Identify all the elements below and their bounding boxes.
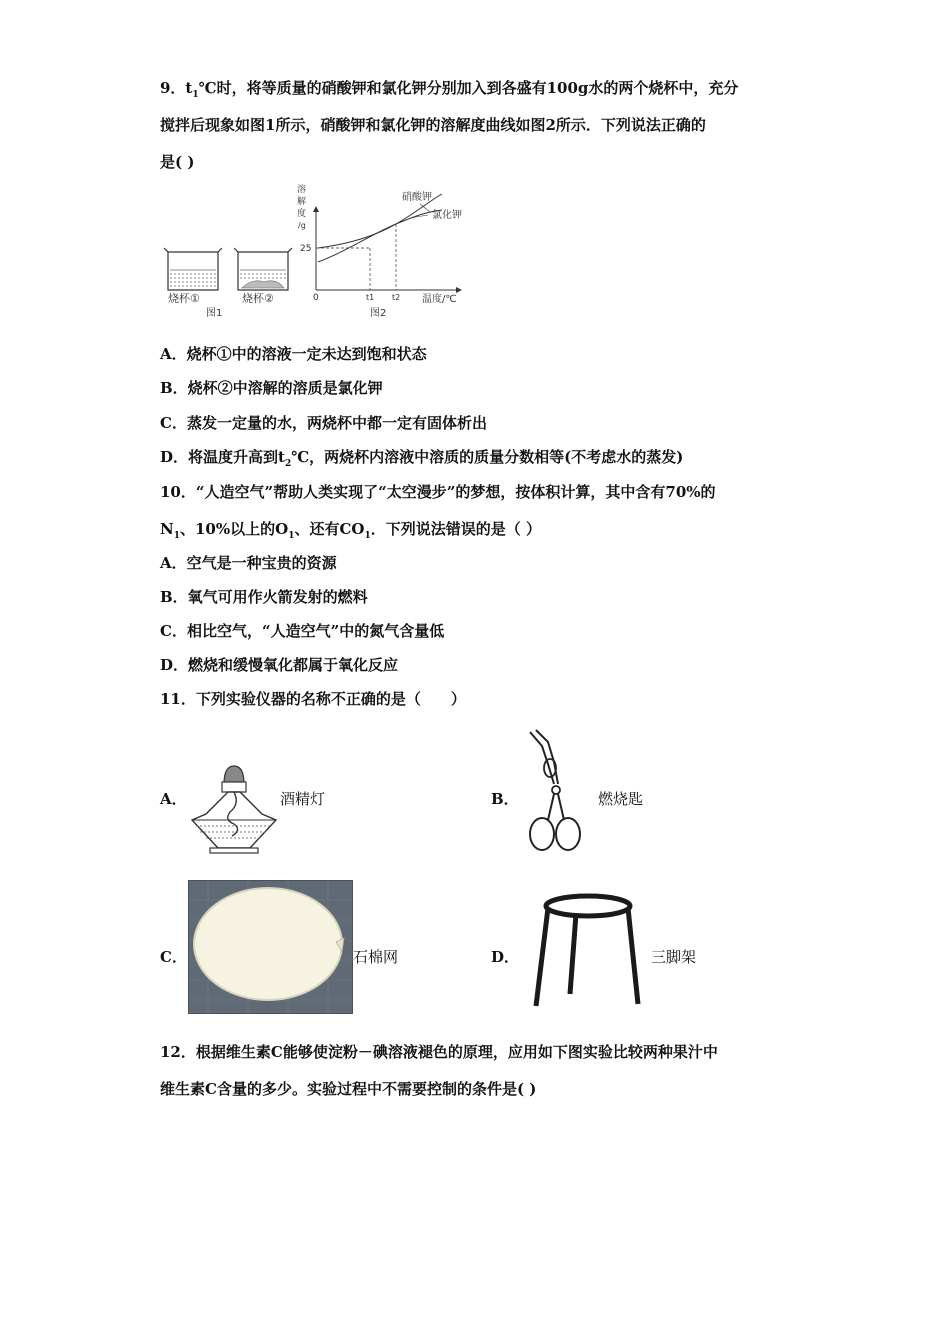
q10-option-d: D．燃烧和缓慢氧化都属于氧化反应 bbox=[160, 656, 399, 674]
q11-option-a-name: 酒精灯 bbox=[280, 790, 326, 808]
asbestos-gauze-image bbox=[188, 880, 353, 1014]
crucible-tongs-image bbox=[520, 728, 592, 856]
x-tick-t2: t2 bbox=[392, 293, 401, 302]
q9-option-c: C．蒸发一定量的水，两烧杯中都一定有固体析出 bbox=[160, 414, 487, 432]
x-axis-label: 温度/℃ bbox=[422, 294, 457, 305]
q9-figure bbox=[160, 182, 480, 322]
q10-option-b: B．氧气可用作火箭发射的燃料 bbox=[160, 588, 368, 606]
x-tick-t1: t1 bbox=[366, 293, 375, 302]
y-axis-label-4: /g bbox=[298, 221, 306, 230]
beaker-2-label: 烧杯② bbox=[242, 292, 274, 305]
q11-option-b-name: 燃烧匙 bbox=[598, 790, 644, 808]
fig2-caption: 图2 bbox=[370, 308, 387, 319]
q9-option-a: A．烧杯①中的溶液一定未达到饱和状态 bbox=[160, 345, 427, 363]
q10-option-a: A．空气是一种宝贵的资源 bbox=[160, 554, 337, 572]
q10-stem-line1: 10．“人造空气”帮助人类实现了“太空漫步”的梦想，按体积计算，其中含有70%的 bbox=[160, 483, 716, 501]
y-axis-label-3: 度 bbox=[297, 209, 307, 219]
fig1-caption: 图1 bbox=[206, 308, 223, 319]
kcl-curve bbox=[318, 210, 442, 262]
q12-stem-line1: 12．根据维生素C能够使淀粉－碘溶液褪色的原理，应用如下图实验比较两种果汁中 bbox=[160, 1043, 718, 1061]
beaker-1-label: 烧杯① bbox=[168, 292, 200, 305]
q11-option-d-letter: D． bbox=[491, 948, 520, 966]
q11-option-c-letter: C． bbox=[160, 948, 187, 966]
beaker-1-drawing bbox=[164, 248, 222, 290]
q11-option-d-name: 三脚架 bbox=[651, 948, 697, 966]
q9-stem-line3: 是( ) bbox=[160, 153, 195, 171]
q10-option-c: C．相比空气，“人造空气”中的氮气含量低 bbox=[160, 622, 445, 640]
q9-option-d: D．将温度升高到$t_2℃$，两烧杯内溶液中溶质的质量分数相等(不考虑水的蒸发) bbox=[160, 448, 684, 469]
q9-option-b: B．烧杯②中溶解的溶质是氯化钾 bbox=[160, 379, 383, 397]
y-axis-label-2: 解 bbox=[297, 197, 307, 207]
x-origin: 0 bbox=[313, 293, 319, 303]
q9-stem-line1: 9．$t_1℃$时，将等质量的硝酸钾和氯化钾分别加入到各盛有100g水的两个烧杯中，充分 bbox=[160, 79, 739, 100]
q11-stem: 11．下列实验仪器的名称不正确的是（ ） bbox=[160, 690, 466, 708]
q11-option-a-letter: A． bbox=[160, 790, 187, 808]
q10-stem-line2: $N_1$、10%以上的$O_1$、还有$CO_1$．下列说法错误的是（ ） bbox=[160, 520, 541, 541]
y-tick-25: 25 bbox=[300, 244, 312, 254]
q11-option-c-name: 石棉网 bbox=[353, 948, 399, 966]
solubility-chart bbox=[313, 194, 462, 293]
tripod-image bbox=[530, 890, 646, 1010]
q9-stem-line2: 搅拌后现象如图1所示，硝酸钾和氯化钾的溶解度曲线如图2所示．下列说法正确的 bbox=[160, 116, 706, 134]
curve-label-kno3: 硝酸钾 bbox=[402, 192, 432, 203]
alcohol-lamp-image bbox=[188, 760, 280, 856]
beaker-2-drawing bbox=[234, 248, 292, 290]
q11-option-b-letter: B． bbox=[491, 790, 519, 808]
y-axis-label-1: 溶 bbox=[297, 185, 307, 195]
curve-label-kcl: 氯化钾 bbox=[432, 210, 462, 221]
q12-stem-line2: 维生素C含量的多少。实验过程中不需要控制的条件是( ) bbox=[160, 1080, 537, 1098]
